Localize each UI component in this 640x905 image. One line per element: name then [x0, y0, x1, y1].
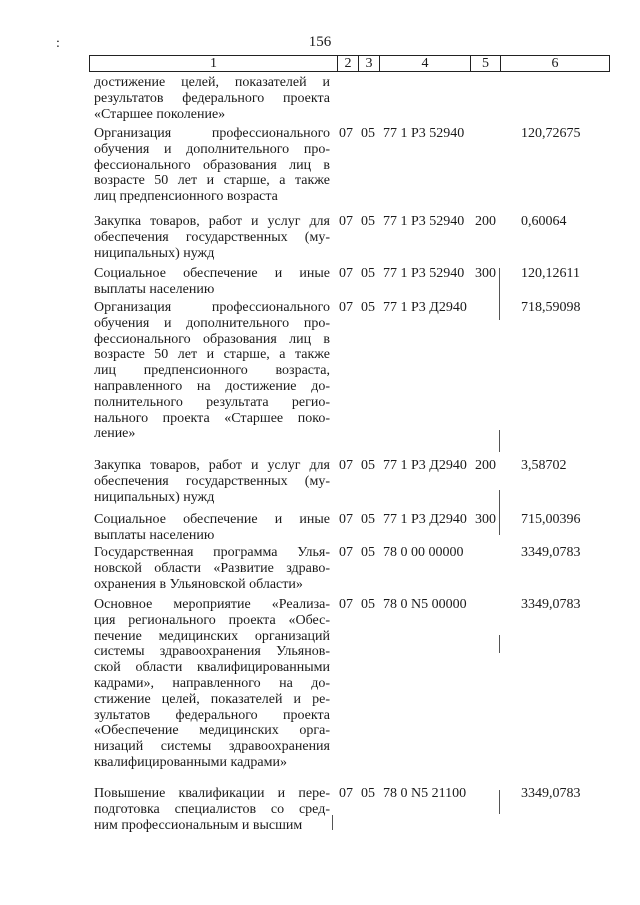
row-name-line: лиц предпенсионного возраста	[94, 189, 278, 205]
row-name-line: квалифицированными кадрами»	[94, 754, 287, 770]
row-name	[94, 597, 330, 771]
target-article-code: 78 0 N5 00000	[383, 597, 467, 612]
row-name-line: обучения и дополнительного про-	[94, 315, 330, 331]
amount: 3,58702	[521, 458, 567, 473]
amount: 718,59098	[521, 300, 581, 315]
row-name-line: печение медицинских организаций	[94, 628, 330, 644]
row-name-line: выплаты населению	[94, 527, 215, 543]
section-code: 07	[339, 512, 353, 527]
row-name-line: зультатов федерального проекта	[94, 707, 330, 723]
amount: 0,60064	[521, 214, 567, 229]
row-name	[94, 214, 330, 261]
row-name-line: ниципальных) нужд	[94, 489, 215, 505]
row-name	[94, 458, 330, 505]
subsection-code: 05	[361, 214, 375, 229]
row-name-line: фессионального образования лиц в	[94, 331, 330, 347]
subsection-code: 05	[361, 545, 375, 560]
row-name-line: системы здравоохранения Ульянов-	[94, 644, 330, 660]
row-name-line: полнительного результата регио-	[94, 394, 330, 410]
section-code: 07	[339, 214, 353, 229]
row-name-line: обучения и дополнительного про-	[94, 141, 330, 157]
column-rule	[499, 635, 500, 653]
amount: 3349,0783	[521, 545, 581, 560]
amount: 3349,0783	[521, 597, 581, 612]
row-name	[94, 75, 330, 122]
row-name-line: новской области «Развитие здраво-	[94, 560, 330, 576]
subsection-code: 05	[361, 786, 375, 801]
header-col-1: 1	[90, 56, 338, 71]
section-code: 07	[339, 786, 353, 801]
target-article-code: 77 1 P3 Д2940	[383, 458, 467, 473]
row-name-line: лиц предпенсионного возраста,	[94, 363, 330, 379]
row-name-line: кадрами», направленного на до-	[94, 675, 330, 691]
corner-mark: :	[56, 36, 60, 51]
column-rule	[499, 790, 500, 814]
header-col-4: 4	[380, 56, 471, 71]
header-col-5: 5	[471, 56, 501, 71]
section-code: 07	[339, 266, 353, 281]
row-name-line: стижение целей, показателей и ре-	[94, 691, 330, 707]
section-code: 07	[339, 545, 353, 560]
row-name-line: Повышение квалификации и пере-	[94, 786, 330, 801]
row-name-line: Социальное обеспечение и иные	[94, 512, 330, 527]
row-name-line: Государственная программа Улья-	[94, 545, 330, 560]
row-name-line: результатов федерального проекта	[94, 90, 330, 106]
row-name-line: Основное мероприятие «Реализа-	[94, 597, 330, 612]
row-name-line: достижение целей, показателей и	[94, 75, 330, 90]
row-name-line: Организация профессионального	[94, 126, 330, 141]
row-name	[94, 300, 330, 442]
column-rule	[499, 268, 500, 320]
row-name-line: обеспечения государственных (му-	[94, 229, 330, 245]
row-name-line: Социальное обеспечение и иные	[94, 266, 330, 281]
column-rule	[499, 430, 500, 452]
page-number: 156	[308, 34, 332, 50]
header-col-3: 3	[359, 56, 380, 71]
row-name	[94, 126, 330, 205]
target-article-code: 77 1 P3 52940	[383, 126, 465, 141]
row-name-line: ской области квалифицированными	[94, 660, 330, 676]
row-name-line: выплаты населению	[94, 281, 215, 297]
amount: 120,72675	[521, 126, 581, 141]
row-name	[94, 545, 330, 592]
row-name-line: нального проекта «Старшее поко-	[94, 410, 330, 426]
section-code: 07	[339, 597, 353, 612]
subsection-code: 05	[361, 300, 375, 315]
section-code: 07	[339, 458, 353, 473]
subsection-code: 05	[361, 126, 375, 141]
target-article-code: 78 0 N5 21100	[383, 786, 467, 801]
column-rule	[332, 815, 333, 830]
target-article-code: 77 1 P3 52940	[383, 214, 465, 229]
row-name	[94, 786, 330, 833]
target-article-code: 77 1 P3 52940	[383, 266, 465, 281]
row-name-line: обеспечения государственных (му-	[94, 473, 330, 489]
table-header	[89, 55, 610, 72]
row-name-line: ним профессиональным и высшим	[94, 817, 303, 833]
subsection-code: 05	[361, 512, 375, 527]
row-name-line: ция регионального проекта «Обес-	[94, 612, 330, 628]
section-code: 07	[339, 126, 353, 141]
amount: 120,12611	[521, 266, 580, 281]
expense-type-code: 200	[475, 214, 496, 229]
row-name	[94, 512, 330, 544]
amount: 715,00396	[521, 512, 581, 527]
header-col-2: 2	[338, 56, 359, 71]
header-col-6: 6	[551, 56, 559, 71]
row-name-line: Закупка товаров, работ и услуг для	[94, 458, 330, 473]
row-name-line: фессионального образования лиц в	[94, 157, 330, 173]
expense-type-code: 300	[475, 512, 496, 527]
section-code: 07	[339, 300, 353, 315]
row-name-line: подготовка специалистов со сред-	[94, 801, 330, 817]
row-name-line: «Старшее поколение»	[94, 106, 226, 122]
column-rule	[499, 490, 500, 535]
row-name-line: возрасте 50 лет и старше, а также	[94, 347, 330, 363]
row-name-line: Закупка товаров, работ и услуг для	[94, 214, 330, 229]
row-name-line: низаций системы здравоохранения	[94, 739, 330, 755]
expense-type-code: 300	[475, 266, 496, 281]
subsection-code: 05	[361, 458, 375, 473]
subsection-code: 05	[361, 597, 375, 612]
expense-type-code: 200	[475, 458, 496, 473]
row-name-line: возрасте 50 лет и старше, а также	[94, 173, 330, 189]
row-name-line: Организация профессионального	[94, 300, 330, 315]
row-name-line: направленного на достижение до-	[94, 378, 330, 394]
amount: 3349,0783	[521, 786, 581, 801]
row-name-line: охранения в Ульяновской области»	[94, 576, 303, 592]
row-name-line: «Обеспечение медицинских орга-	[94, 723, 330, 739]
subsection-code: 05	[361, 266, 375, 281]
row-name-line: ниципальных) нужд	[94, 245, 215, 261]
row-name-line: ление»	[94, 426, 136, 442]
row-name	[94, 266, 330, 298]
target-article-code: 77 1 P3 Д2940	[383, 300, 467, 315]
target-article-code: 78 0 00 00000	[383, 545, 464, 560]
target-article-code: 77 1 P3 Д2940	[383, 512, 467, 527]
